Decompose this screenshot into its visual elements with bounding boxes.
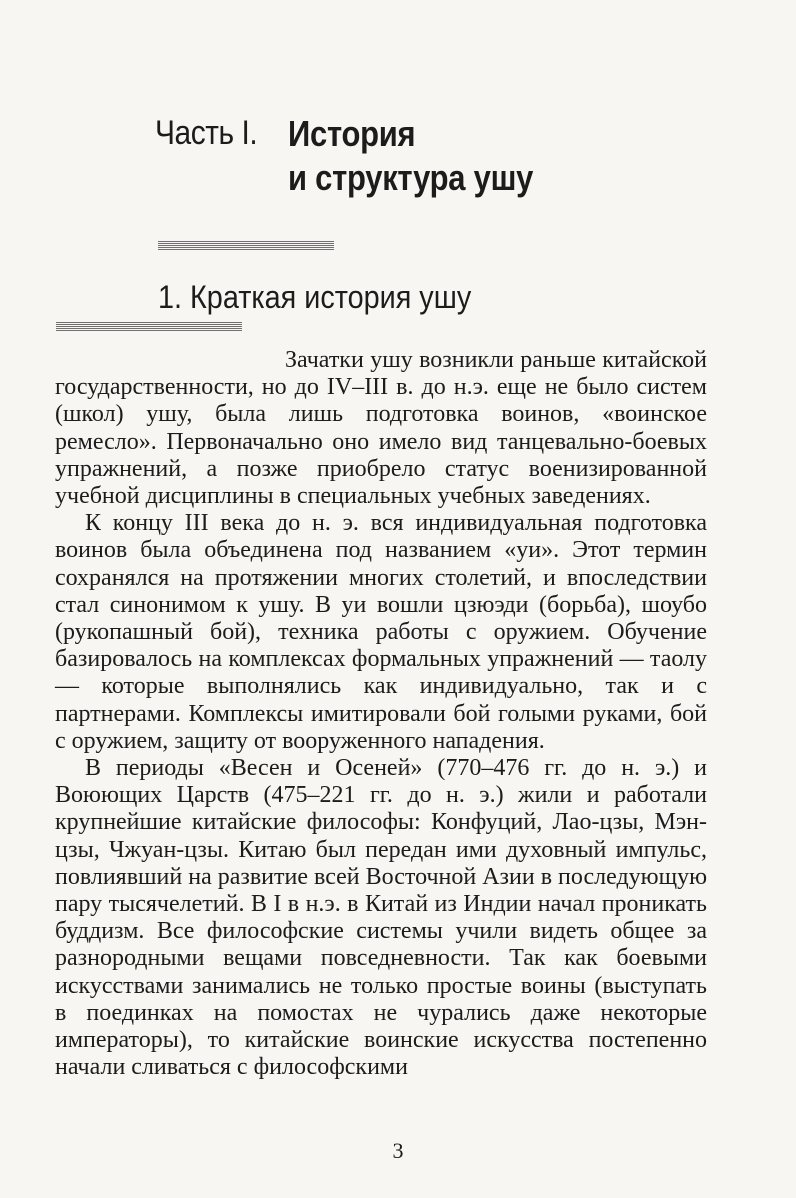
paragraph-3: В периоды «Весен и Осеней» (770–476 гг. до н. э.) и Воюющих Царств (475–221 гг. до н. э.) жили и работали крупнейшие китайские философы: Конфуций, Лао-цзы, Мэн-цзы, Чжуан-цзы. Китаю был передан ими духовный импульс, повлиявший на развитие всей Восточной Азии в последующую пару тысячелетий. В I в н.э. в Китай из Индии начал проникать буддизм. Все философские системы учили видеть общее за разнородными вещами повседневности. Так как боевыми искусствами занимались не только простые воины (выступать в поединках на помостах не чурались даже некоторые императоры), то китайские воинские искусства постепенно начали сливаться с философскими xyxy=(55,755,707,1081)
part-title xyxy=(288,112,533,200)
part-title-line-1: История xyxy=(288,113,416,154)
decorative-rule-top xyxy=(158,241,334,251)
chapter-title: 1. Краткая история ушу xyxy=(158,279,472,315)
paragraph-2: К концу III века до н. э. вся индивидуальная подготовка воинов была объединена под названием «уи». Этот термин сохранялся на протяжении многих столетий, и впоследствии стал синонимом к ушу. В уи вошли цзюэди (борьба), шоубо (рукопашный бой), техника работы с оружием. Обучение базировалось на комплексах формальных упражнений — таолу — которые выполнялись как индивидуально, так и с партнерами. Комплексы имитировали бой голыми руками, бой с оружием, защиту от вооруженного нападения. xyxy=(55,510,707,754)
body-text xyxy=(55,347,707,1081)
page-number: 3 xyxy=(392,1138,404,1163)
part-title-line-2: и структура ушу xyxy=(288,157,534,198)
decorative-rule-bottom xyxy=(56,322,242,332)
part-label: Часть I. xyxy=(155,114,258,152)
paragraph-1: Зачатки ушу возникли раньше китайской государственности, но до IV–III в. до н.э. еще не было систем (школ) ушу, была лишь подготовка воинов, «воинское ремесло». Первоначально оно имело вид танцевально-боевых упражнений, а позже приобрело статус военизированной учебной дисциплины в специальных учебных заведениях. xyxy=(55,347,707,510)
